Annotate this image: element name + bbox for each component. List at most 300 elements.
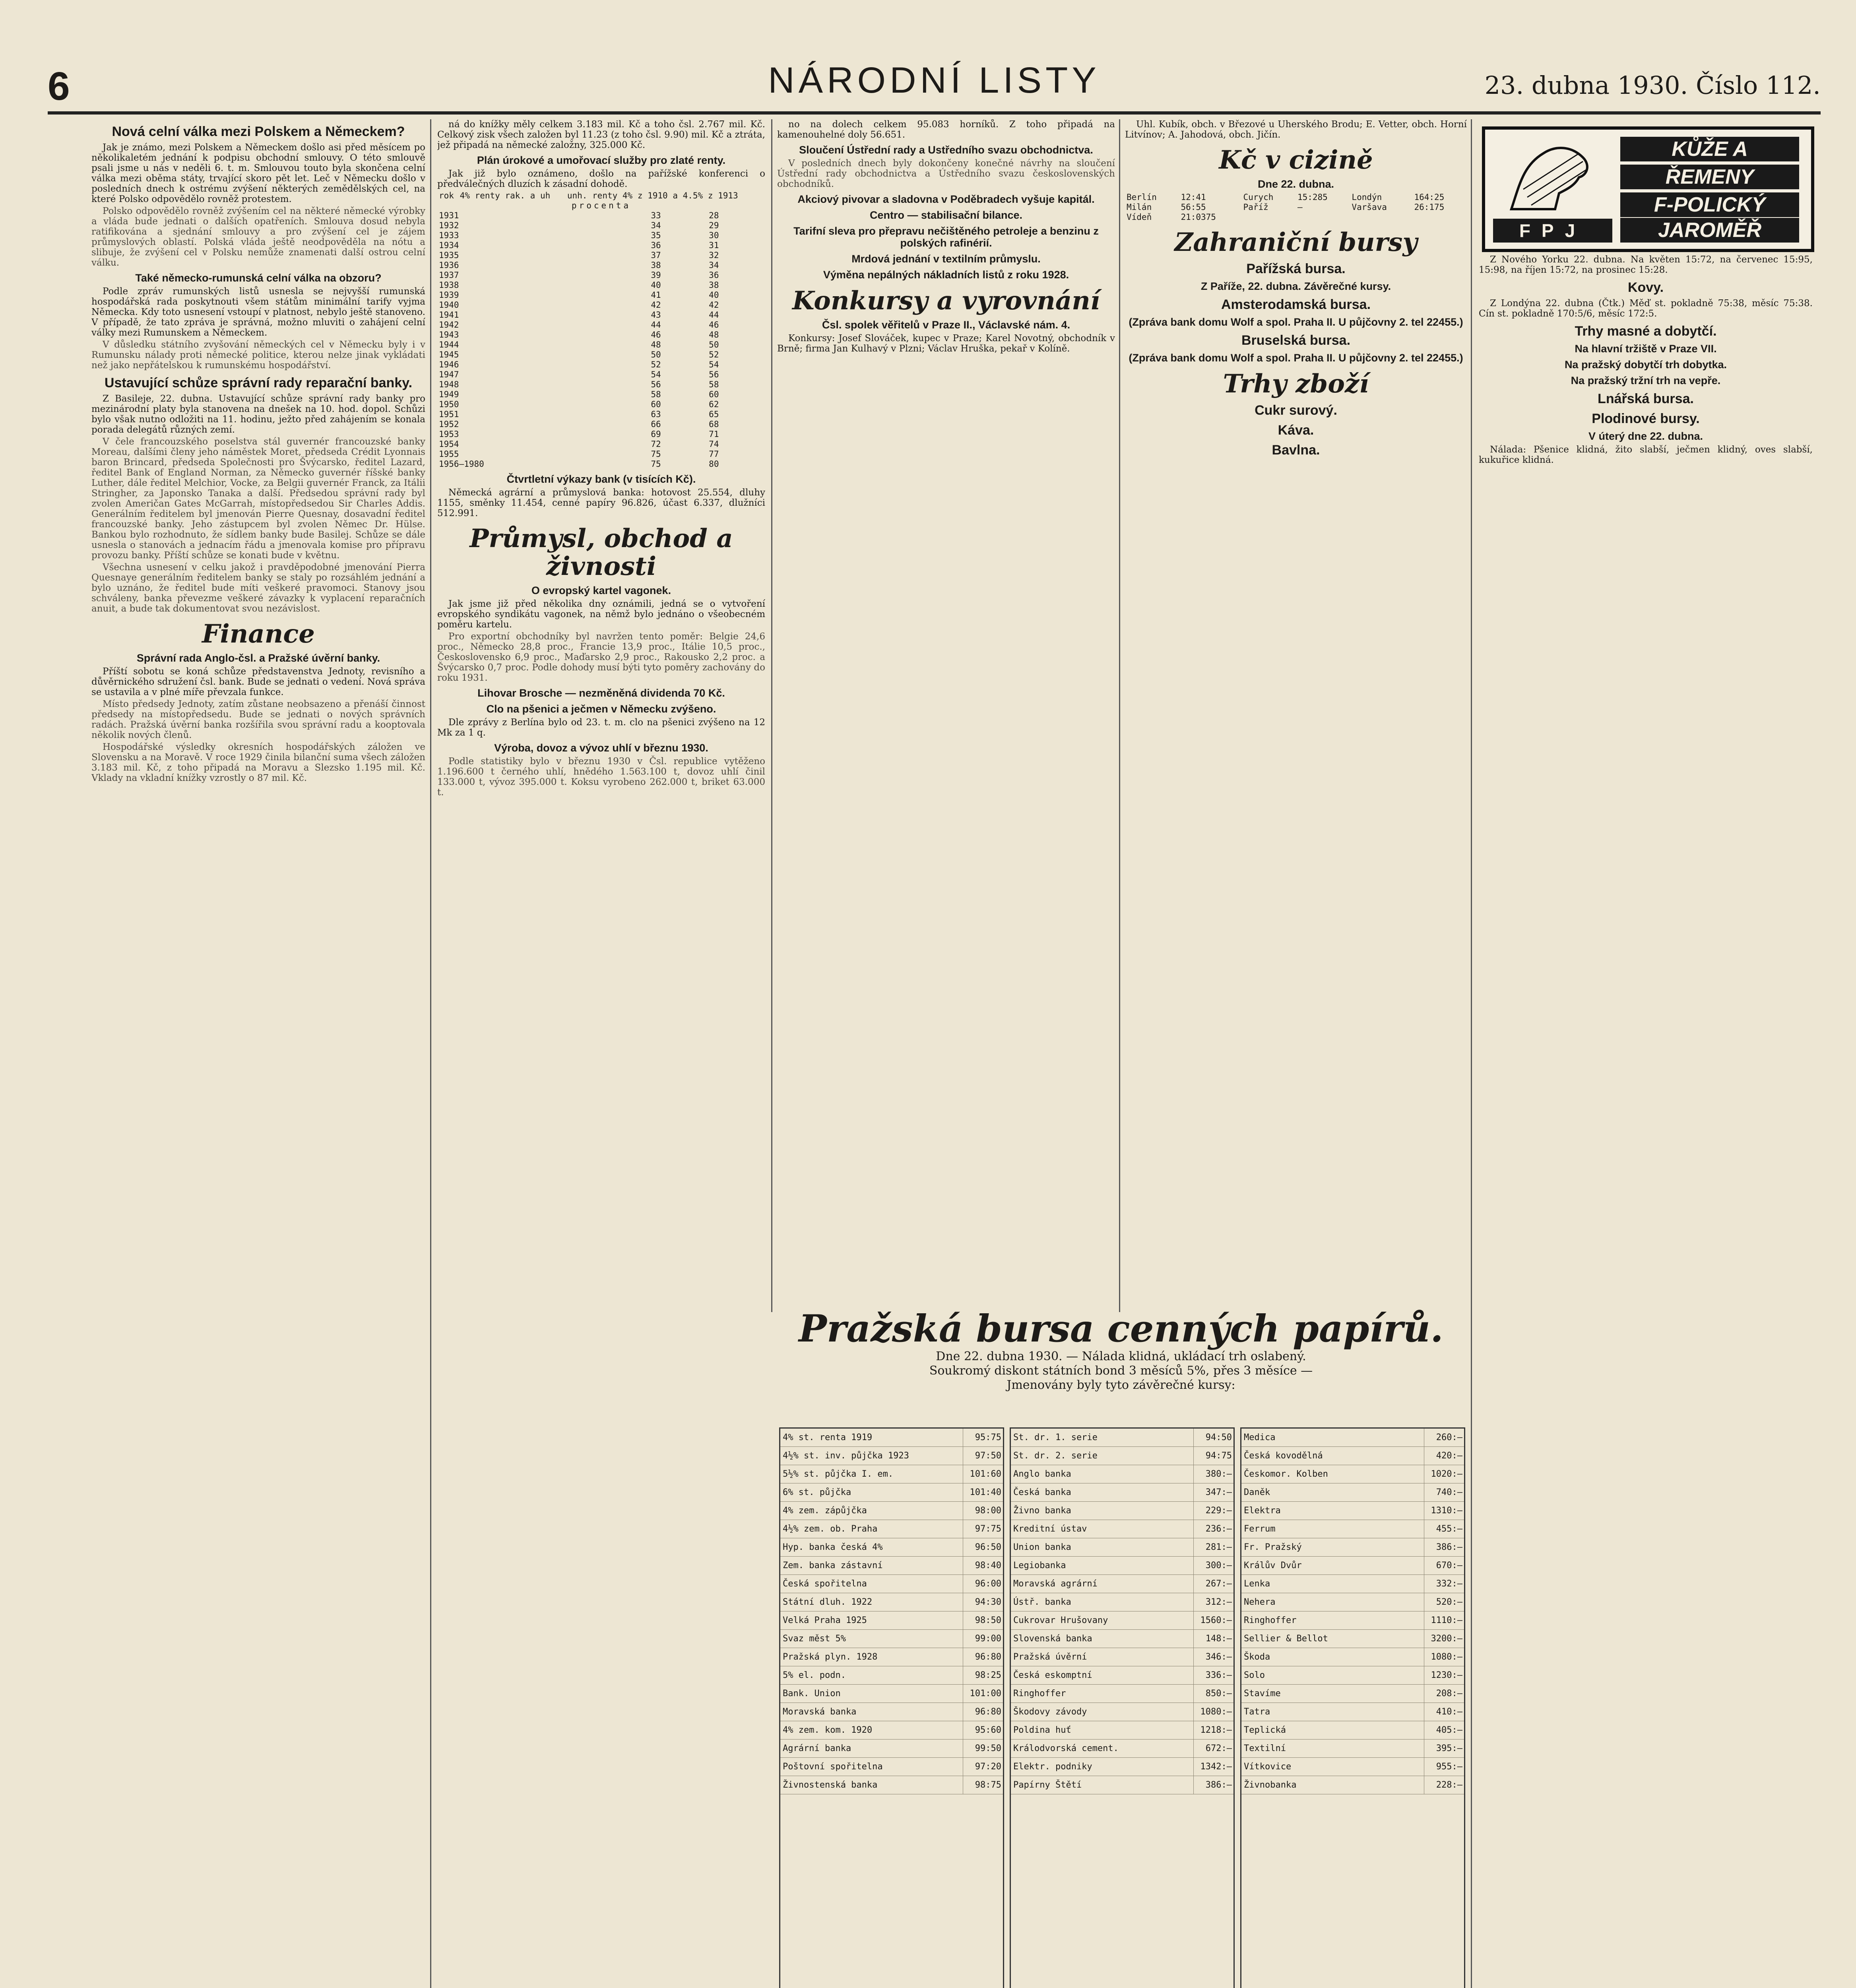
security-quote: 95:60: [963, 1721, 1003, 1739]
security-quote: 670:—: [1424, 1557, 1464, 1574]
security-quote: 336:—: [1193, 1666, 1233, 1684]
article-headline: Mrdová jednání v textilním průmyslu.: [851, 253, 1041, 265]
security-name: Poldina huť: [1013, 1725, 1071, 1735]
table-row: [437, 360, 765, 370]
article-subheadline: Na pražský dobytčí trh dobytka.: [1564, 359, 1727, 371]
article-body: V důsledku státního zvyšování německých cel v Německu byly i v Rumunsku nálady proti německé politice, kterou nelze jinak vykládati než jako nepřátelskou k rumunskému hospodářství.: [91, 340, 425, 371]
security-name: Česká eskomptní: [1013, 1670, 1092, 1680]
table-row: [437, 350, 765, 360]
bursa-row: [1011, 1648, 1233, 1666]
security-quote: 98:00: [963, 1502, 1003, 1520]
security-name: 5% el. podn.: [783, 1670, 846, 1680]
table-cell: 58: [651, 390, 661, 399]
table-row: [1125, 212, 1467, 222]
table-cell: 65: [709, 410, 719, 419]
security-name: Svaz měst 5%: [783, 1634, 846, 1644]
security-name: 4% st. renta 1919: [783, 1433, 873, 1442]
article-subheadline: Na pražský tržní trh na vepře.: [1571, 375, 1721, 386]
bursa-row: [1241, 1429, 1464, 1447]
bursa-row: [780, 1447, 1003, 1465]
security-name: Slovenská banka: [1013, 1634, 1092, 1644]
security-quote: 1080:—: [1193, 1703, 1233, 1721]
security-name: Živnobanka: [1244, 1780, 1297, 1790]
bursa-row: [780, 1758, 1003, 1776]
table-cell: [1412, 212, 1467, 222]
article-body: Z Basileje, 22. dubna. Ustavující schůze správní rady banky pro mezinárodní platy byla stanovena na dnešek na 10. hod. dopol. Schůzi bylo však nutno odložiti na 11. hodinu, ježto před zahájením se konala porada delegátů různých zemí.: [91, 394, 425, 435]
table-row: [437, 300, 765, 310]
article-headline: Clo na pšenici a ječmen v Německu zvýšeno.: [486, 703, 716, 715]
table-cell: 1941: [439, 310, 459, 320]
bursa-row: [780, 1483, 1003, 1502]
bursa-row: [1011, 1740, 1233, 1758]
table-cell: 58: [709, 380, 719, 389]
table-cell: 75: [651, 449, 661, 459]
table-cell: 60: [651, 400, 661, 409]
table-row: [437, 330, 765, 340]
article-headline: Čsl. spolek věřitelů v Praze II., Václavské nám. 4.: [822, 319, 1071, 331]
security-name: Velká Praha 1925: [783, 1615, 867, 1625]
ad-line: F-POLICKÝ: [1620, 192, 1799, 217]
table-row: [437, 340, 765, 350]
bursa-row: [780, 1520, 1003, 1538]
table-cell: 12:41: [1181, 192, 1206, 202]
table-cell: 56:55: [1181, 202, 1206, 212]
table-cell: [1242, 212, 1296, 222]
security-quote: 99:50: [963, 1740, 1003, 1757]
newspaper-title: NÁRODNÍ LISTY: [768, 60, 1100, 101]
table-cell: 40: [651, 280, 661, 290]
bursa-row: [1241, 1611, 1464, 1630]
table-cell: 52: [709, 350, 719, 359]
security-name: Ústř. banka: [1013, 1597, 1071, 1607]
table-cell: 50: [651, 350, 661, 359]
bursa-table-right: [1240, 1427, 1465, 1988]
table-cell: 66: [651, 419, 661, 429]
article-body: V posledních dnech byly dokončeny konečné návrhy na sloučení Ústřední rady obchodnictva a Ústředního svazu československých obchodníků.: [777, 158, 1115, 189]
section-heading: Kč v cizině: [1219, 145, 1373, 175]
bursa-row: [780, 1593, 1003, 1611]
table-cell: 1936: [439, 260, 459, 270]
security-quote: 300:—: [1193, 1557, 1233, 1574]
article-body: Konkursy: Josef Slováček, kupec v Praze; Karel Novotný, obchodník v Brně; firma Jan Kulhavý v Plzni; Václav Hruška, pekař v Kolíně.: [777, 333, 1115, 354]
section-heading: Průmysl, obchod a živnosti: [469, 524, 733, 581]
table-subheader: procenta: [571, 201, 631, 210]
security-name: Králodvorská cement.: [1013, 1743, 1119, 1753]
security-name: Zem. banka zástavní: [783, 1561, 883, 1571]
article-body: Polsko odpovědělo rovněž zvýšením cel na některé německé výrobky a vláda bude jednati o dalších opatřeních. Smlouva dosud nebyla ratifikována a sjednání smlouvy a pro zvýšení cel je zájem průmyslových oblastí. Polská vláda ještě neodpověděla na nótu a slibuje, že zvýšení cel v Polsku nemůže znamenati další ostrou celní válku.: [91, 206, 425, 268]
table-cell: 1942: [439, 320, 459, 330]
table-header: unh. renty 4% z 1910 a 4.5% z 1913: [567, 191, 738, 200]
article-headline: Amsterodamská bursa.: [1221, 297, 1371, 312]
article-headline: Ustavující schůze správní rady reparační banky.: [104, 375, 413, 390]
column-3: [777, 119, 1115, 1312]
security-quote: 386:—: [1193, 1776, 1233, 1794]
security-quote: 520:—: [1424, 1593, 1464, 1611]
bursa-title: Pražská bursa cenných papírů.: [799, 1307, 1443, 1351]
table-cell: 42: [709, 300, 719, 310]
table-row: [437, 211, 765, 221]
bursa-row: [1011, 1465, 1233, 1483]
bursa-row: [780, 1575, 1003, 1593]
bursa-row: [1011, 1447, 1233, 1465]
security-quote: 96:50: [963, 1538, 1003, 1556]
security-name: Elektra: [1244, 1506, 1281, 1516]
table-cell: 33: [651, 211, 661, 220]
table-cell: 32: [709, 250, 719, 260]
security-name: Elektr. podniky: [1013, 1762, 1092, 1772]
table-cell: 46: [709, 320, 719, 330]
bursa-row: [1011, 1666, 1233, 1685]
security-quote: 97:20: [963, 1758, 1003, 1776]
security-quote: 101:40: [963, 1483, 1003, 1501]
bursa-row: [1241, 1593, 1464, 1611]
bursa-subtitle: Soukromý diskont státních bond 3 měsíců 5%, přes 3 měsíce —: [929, 1364, 1313, 1378]
bursa-row: [780, 1630, 1003, 1648]
security-name: 4% zem. zápůjčka: [783, 1506, 867, 1516]
article-headline: Trhy masné a dobytčí.: [1575, 324, 1717, 339]
security-name: Bank. Union: [783, 1689, 841, 1699]
security-quote: 672:—: [1193, 1740, 1233, 1757]
table-cell: —: [1297, 202, 1303, 212]
table-cell: 30: [709, 231, 719, 240]
table-cell: 62: [709, 400, 719, 409]
article-body: Německá agrární a průmyslová banka: hotovost 25.554, dluhy 1155, směnky 11.454, cenné papíry 96.826, účast 6.337, dlužníci 512.991.: [437, 487, 765, 518]
security-name: Škodovy závody: [1013, 1707, 1087, 1717]
security-quote: 148:—: [1193, 1630, 1233, 1648]
article-body: Hospodářské výsledky okresních hospodářských záložen ve Slovensku a na Moravě. V roce 1929 činila bilanční suma všech záložen 3.183 mil. Kč, z toho připadá na Moravu a Slezsko 1.195 mil. Kč. Vklady na vkladní knížky vzrostly o 87 mil. Kč.: [91, 742, 425, 783]
bursa-row: [1011, 1593, 1233, 1611]
article-headline: Také německo-rumunská celní válka na obzoru?: [135, 272, 382, 284]
article-subheadline: (Zpráva bank domu Wolf a spol. Praha II. U půjčovny 2. tel 22455.): [1129, 316, 1463, 328]
table-cell: 41: [651, 290, 661, 300]
security-quote: 850:—: [1193, 1685, 1233, 1703]
security-quote: 3200:—: [1424, 1630, 1464, 1648]
bursa-row: [1241, 1740, 1464, 1758]
table-cell: 48: [709, 330, 719, 340]
security-name: Ferrum: [1244, 1524, 1276, 1534]
security-name: Ringhoffer: [1013, 1689, 1066, 1699]
table-cell: 1950: [439, 400, 459, 409]
table-cell: 1943: [439, 330, 459, 340]
bursa-row: [1011, 1557, 1233, 1575]
table-cell: 36: [709, 270, 719, 280]
article-headline: Bruselská bursa.: [1241, 333, 1351, 348]
bursa-row: [1241, 1502, 1464, 1520]
security-name: Solo: [1244, 1670, 1265, 1680]
security-quote: 1218:—: [1193, 1721, 1233, 1739]
table-cell: 28: [709, 211, 719, 220]
table-cell: 1938: [439, 280, 459, 290]
article-headline: Bavlna.: [1272, 443, 1320, 458]
bursa-row: [1241, 1703, 1464, 1721]
article-body: no na dolech celkem 95.083 horníků. Z toho připadá na kamenouhelné doly 56.651.: [777, 119, 1115, 140]
table-row: [1125, 192, 1467, 202]
column-rule: [1471, 119, 1472, 1988]
article-body: Podle zpráv rumunských listů usnesla se nejvyšší rumunská hospodářská rada poskytnouti všem státům minimální tarify vyjma Německa. Kdy toto usnesení vstoupí v platnost, nebylo ještě stanoveno. V případě, že tato zpráva je správná, možno mluviti o zahájení celní války mezi Rumunskem a Německem.: [91, 286, 425, 338]
security-quote: 1342:—: [1193, 1758, 1233, 1776]
bursa-row: [1011, 1758, 1233, 1776]
table-row: [437, 221, 765, 231]
article-body: Všechna usnesení v celku jakož i pravděpodobné jmenování Pierra Quesnaye generálním ředitelem banky se staly po rozsáhlém jednání a bylo uznáno, že ředitel bude míti veškeré pravomoci. Stanovy jsou schváleny, banka převezme veškeré závazky k vyplacení reparačních anuit, a bude tak dokumentovat svou nezávislost.: [91, 562, 425, 614]
security-name: Tatra: [1244, 1707, 1270, 1717]
table-cell: 54: [651, 370, 661, 379]
table-cell: 37: [651, 250, 661, 260]
table-cell: 38: [709, 280, 719, 290]
security-name: Česká kovodělná: [1244, 1451, 1323, 1461]
security-name: Teplická: [1244, 1725, 1286, 1735]
bursa-table-middle: [1010, 1427, 1235, 1988]
article-subheadline: (Zpráva bank domu Wolf a spol. Praha II. U půjčovny 2. tel 22455.): [1129, 352, 1463, 364]
bursa-row: [1011, 1703, 1233, 1721]
security-name: Moravská agrární: [1013, 1579, 1098, 1589]
security-name: Stavíme: [1244, 1689, 1281, 1699]
security-name: Poštovní spořitelna: [783, 1762, 883, 1772]
bursa-row: [1241, 1685, 1464, 1703]
bursa-row: [1011, 1575, 1233, 1593]
table-cell: 1954: [439, 439, 459, 449]
bursa-row: [780, 1557, 1003, 1575]
table-cell: 44: [709, 310, 719, 320]
security-name: Fr. Pražský: [1244, 1542, 1302, 1552]
security-quote: 236:—: [1193, 1520, 1233, 1538]
security-quote: 96:80: [963, 1648, 1003, 1666]
security-name: Česká spořitelna: [783, 1579, 867, 1589]
table-cell: 35: [651, 231, 661, 240]
table-cell: 1931: [439, 211, 459, 220]
column-5: [1479, 254, 1813, 1988]
table-cell: Curych: [1243, 192, 1274, 202]
table-cell: 1953: [439, 429, 459, 439]
bursa-row: [780, 1465, 1003, 1483]
table-cell: 68: [709, 419, 719, 429]
security-quote: 229:—: [1193, 1502, 1233, 1520]
bursa-row: [1011, 1538, 1233, 1557]
security-name: Medica: [1244, 1433, 1276, 1442]
security-quote: 95:75: [963, 1429, 1003, 1446]
table-cell: 1934: [439, 241, 459, 250]
table-cell: [1296, 212, 1350, 222]
article-headline: Akciový pivovar a sladovna v Poděbradech vyšuje kapitál.: [797, 193, 1095, 205]
bursa-row: [780, 1685, 1003, 1703]
table-cell: 1935: [439, 250, 459, 260]
security-name: Lenka: [1244, 1579, 1270, 1589]
ad-line: JAROMĚŘ: [1620, 218, 1799, 243]
column-rule: [1119, 119, 1120, 1312]
security-quote: 98:75: [963, 1776, 1003, 1794]
security-quote: 97:75: [963, 1520, 1003, 1538]
security-name: 4% zem. kom. 1920: [783, 1725, 873, 1735]
table-row: [437, 241, 765, 250]
table-cell: 1952: [439, 419, 459, 429]
table-cell: 1944: [439, 340, 459, 349]
rent-table-rows: [437, 211, 765, 469]
table-cell: 1948: [439, 380, 459, 389]
security-name: Králův Dvůr: [1244, 1561, 1302, 1571]
table-cell: 46: [651, 330, 661, 340]
article-headline: Plodinové bursy.: [1592, 411, 1700, 426]
column-2: [437, 119, 765, 1988]
horse-logo-icon: [1495, 138, 1607, 217]
security-name: Cukrovar Hrušovany: [1013, 1615, 1108, 1625]
table-cell: 60: [709, 390, 719, 399]
table-header: 4% renty rak. a uh: [460, 191, 551, 200]
article-body: Z Londýna 22. dubna (Čtk.) Měď st. pokladně 75:38, měsíc 75:38. Cín st. pokladně 170:5/6, měsíc 172:5.: [1479, 298, 1813, 319]
section-heading: Zahraniční bursy: [1174, 227, 1418, 257]
security-name: Union banka: [1013, 1542, 1071, 1552]
table-cell: 1945: [439, 350, 459, 359]
table-row: [437, 270, 765, 280]
bursa-row: [780, 1611, 1003, 1630]
security-name: 5½% st. půjčka I. em.: [783, 1469, 894, 1479]
bursa-subtitle: Jmenovány byly tyto závěrečné kursy:: [1007, 1378, 1235, 1392]
security-quote: 740:—: [1424, 1483, 1464, 1501]
bursa-row: [1011, 1520, 1233, 1538]
table-row: [437, 410, 765, 419]
security-quote: 955:—: [1424, 1758, 1464, 1776]
prague-stock-exchange: [779, 1308, 1463, 1988]
table-row: [437, 449, 765, 459]
table-cell: 74: [709, 439, 719, 449]
security-name: Agrární banka: [783, 1743, 851, 1753]
article-body: Jak již bylo oznámeno, došlo na pařížské konferenci o předválečných dluzích k zásadní dohodě.: [437, 169, 765, 189]
table-row: [437, 231, 765, 241]
bursa-row: [780, 1538, 1003, 1557]
section-date: Dne 22. dubna.: [1257, 178, 1334, 190]
bursa-row: [1241, 1776, 1464, 1794]
table-header: rok: [439, 191, 454, 200]
table-cell: 77: [709, 449, 719, 459]
table-cell: 164:25: [1414, 192, 1445, 202]
table-row: [437, 260, 765, 270]
security-quote: 346:—: [1193, 1648, 1233, 1666]
security-quote: 455:—: [1424, 1520, 1464, 1538]
bursa-row: [1011, 1483, 1233, 1502]
security-quote: 1020:—: [1424, 1465, 1464, 1483]
table-cell: 1932: [439, 221, 459, 230]
table-cell: 1947: [439, 370, 459, 379]
table-cell: Vídeň: [1127, 212, 1152, 222]
bursa-row: [1241, 1575, 1464, 1593]
table-row: [437, 439, 765, 449]
security-name: Legiobanka: [1013, 1561, 1066, 1571]
article-headline: Tarifní sleva pro přepravu nečištěného petroleje a benzinu z polských rafinérií.: [793, 225, 1099, 249]
security-name: Moravská banka: [783, 1707, 857, 1717]
article-headline: Lihovar Brosche — nezměněná dividenda 70 Kč.: [477, 687, 725, 699]
security-quote: 228:—: [1424, 1776, 1464, 1794]
security-name: Ringhoffer: [1244, 1615, 1297, 1625]
table-row: [437, 320, 765, 330]
bursa-row: [1011, 1685, 1233, 1703]
security-quote: 97:50: [963, 1447, 1003, 1465]
table-cell: 71: [709, 429, 719, 439]
table-cell: 1933: [439, 231, 459, 240]
bursa-row: [1011, 1776, 1233, 1794]
table-cell: 15:285: [1297, 192, 1328, 202]
bursa-row: [1241, 1465, 1464, 1483]
security-quote: 101:60: [963, 1465, 1003, 1483]
table-cell: 44: [651, 320, 661, 330]
bursa-row: [1011, 1502, 1233, 1520]
security-name: 4½% st. inv. půjčka 1923: [783, 1451, 909, 1461]
table-row: [437, 280, 765, 290]
bursa-row: [1241, 1447, 1464, 1465]
article-headline: Čtvrtletní výkazy bank (v tisících Kč).: [506, 473, 696, 485]
ad-line: ŘEMENY: [1620, 165, 1799, 189]
table-cell: Berlín: [1127, 192, 1157, 202]
security-name: Pražská plyn. 1928: [783, 1652, 878, 1662]
security-name: Vítkovice: [1244, 1762, 1292, 1772]
article-subheadline: Na hlavní tržiště v Praze VII.: [1575, 343, 1717, 355]
security-quote: 96:80: [963, 1703, 1003, 1721]
table-cell: Milán: [1127, 202, 1152, 212]
security-quote: 98:25: [963, 1666, 1003, 1684]
table-row: [437, 290, 765, 300]
table-cell: 75: [651, 459, 661, 469]
table-cell: 1939: [439, 290, 459, 300]
security-name: Sellier & Bellot: [1244, 1634, 1328, 1644]
security-quote: 1080:—: [1424, 1648, 1464, 1666]
article-body: Podle statistiky bylo v březnu 1930 v Čsl. republice vytěženo 1.196.600 t černého uhlí, hnědého 1.563.100 t, dovoz uhlí činil 133.000 t, vývoz 395.000 t. Koksu vyrobeno 262.000 t, briket 63.000 t.: [437, 756, 765, 798]
table-cell: 42: [651, 300, 661, 310]
table-cell: 54: [709, 360, 719, 369]
table-cell: [1350, 212, 1412, 222]
ad-line: KŮŽE A: [1620, 137, 1799, 161]
bursa-row: [780, 1721, 1003, 1740]
table-row: [437, 429, 765, 439]
article-body: Nálada: Pšenice klidná, žito slabší, ječmen klidný, oves slabší, kukuřice klidná.: [1479, 445, 1813, 465]
security-quote: 281:—: [1193, 1538, 1233, 1556]
bursa-row: [1241, 1648, 1464, 1666]
table-row: [1125, 202, 1467, 212]
security-quote: 405:—: [1424, 1721, 1464, 1739]
bursa-row: [1241, 1557, 1464, 1575]
section-heading: Konkursy a vyrovnání: [792, 286, 1100, 316]
table-cell: 39: [651, 270, 661, 280]
security-quote: 99:00: [963, 1630, 1003, 1648]
article-body: Uhl. Kubík, obch. v Březové u Uherského Brodu; E. Vetter, obch. Horní Litvínov; A. Jahodová, obch. Jičín.: [1125, 119, 1467, 140]
security-name: Hyp. banka česká 4%: [783, 1542, 883, 1552]
table-cell: 1940: [439, 300, 459, 310]
column-rule: [430, 119, 431, 1988]
bursa-row: [780, 1666, 1003, 1685]
security-quote: 1310:—: [1424, 1502, 1464, 1520]
bursa-row: [1241, 1721, 1464, 1740]
article-body: ná do knížky měly celkem 3.183 mil. Kč a toho čsl. 2.767 mil. Kč. Celkový zisk všech založen byl 11.23 (z toho čsl. 9.90) mil. Kč a ztráta, jež připadá na německé založny, 325.000 Kč.: [437, 119, 765, 150]
article-body: Z Nového Yorku 22. dubna. Na květen 15:72, na červenec 15:95, 15:98, na říjen 15:72, na prosinec 15:28.: [1479, 254, 1813, 275]
security-quote: 380:—: [1193, 1465, 1233, 1483]
security-name: St. dr. 2. serie: [1013, 1451, 1098, 1461]
bursa-row: [1011, 1611, 1233, 1630]
page-number: 6: [48, 64, 70, 109]
security-name: Českomor. Kolben: [1244, 1469, 1328, 1479]
security-quote: 420:—: [1424, 1447, 1464, 1465]
article-headline: Správní rada Anglo-čsl. a Pražské úvěrní banky.: [136, 652, 380, 664]
table-row: [437, 459, 765, 469]
table-cell: 1956–1980: [439, 459, 484, 469]
article-headline: O evropský kartel vagonek.: [531, 584, 671, 596]
table-cell: 34: [651, 221, 661, 230]
bursa-row: [1241, 1538, 1464, 1557]
security-quote: 1560:—: [1193, 1611, 1233, 1629]
article-headline: Káva.: [1278, 423, 1314, 438]
table-cell: 56: [651, 380, 661, 389]
security-name: 6% st. půjčka: [783, 1487, 851, 1497]
bursa-row: [780, 1740, 1003, 1758]
table-cell: 63: [651, 410, 661, 419]
security-quote: 347:—: [1193, 1483, 1233, 1501]
bursa-table-left: [779, 1427, 1004, 1988]
article-headline: Kovy.: [1627, 280, 1664, 295]
